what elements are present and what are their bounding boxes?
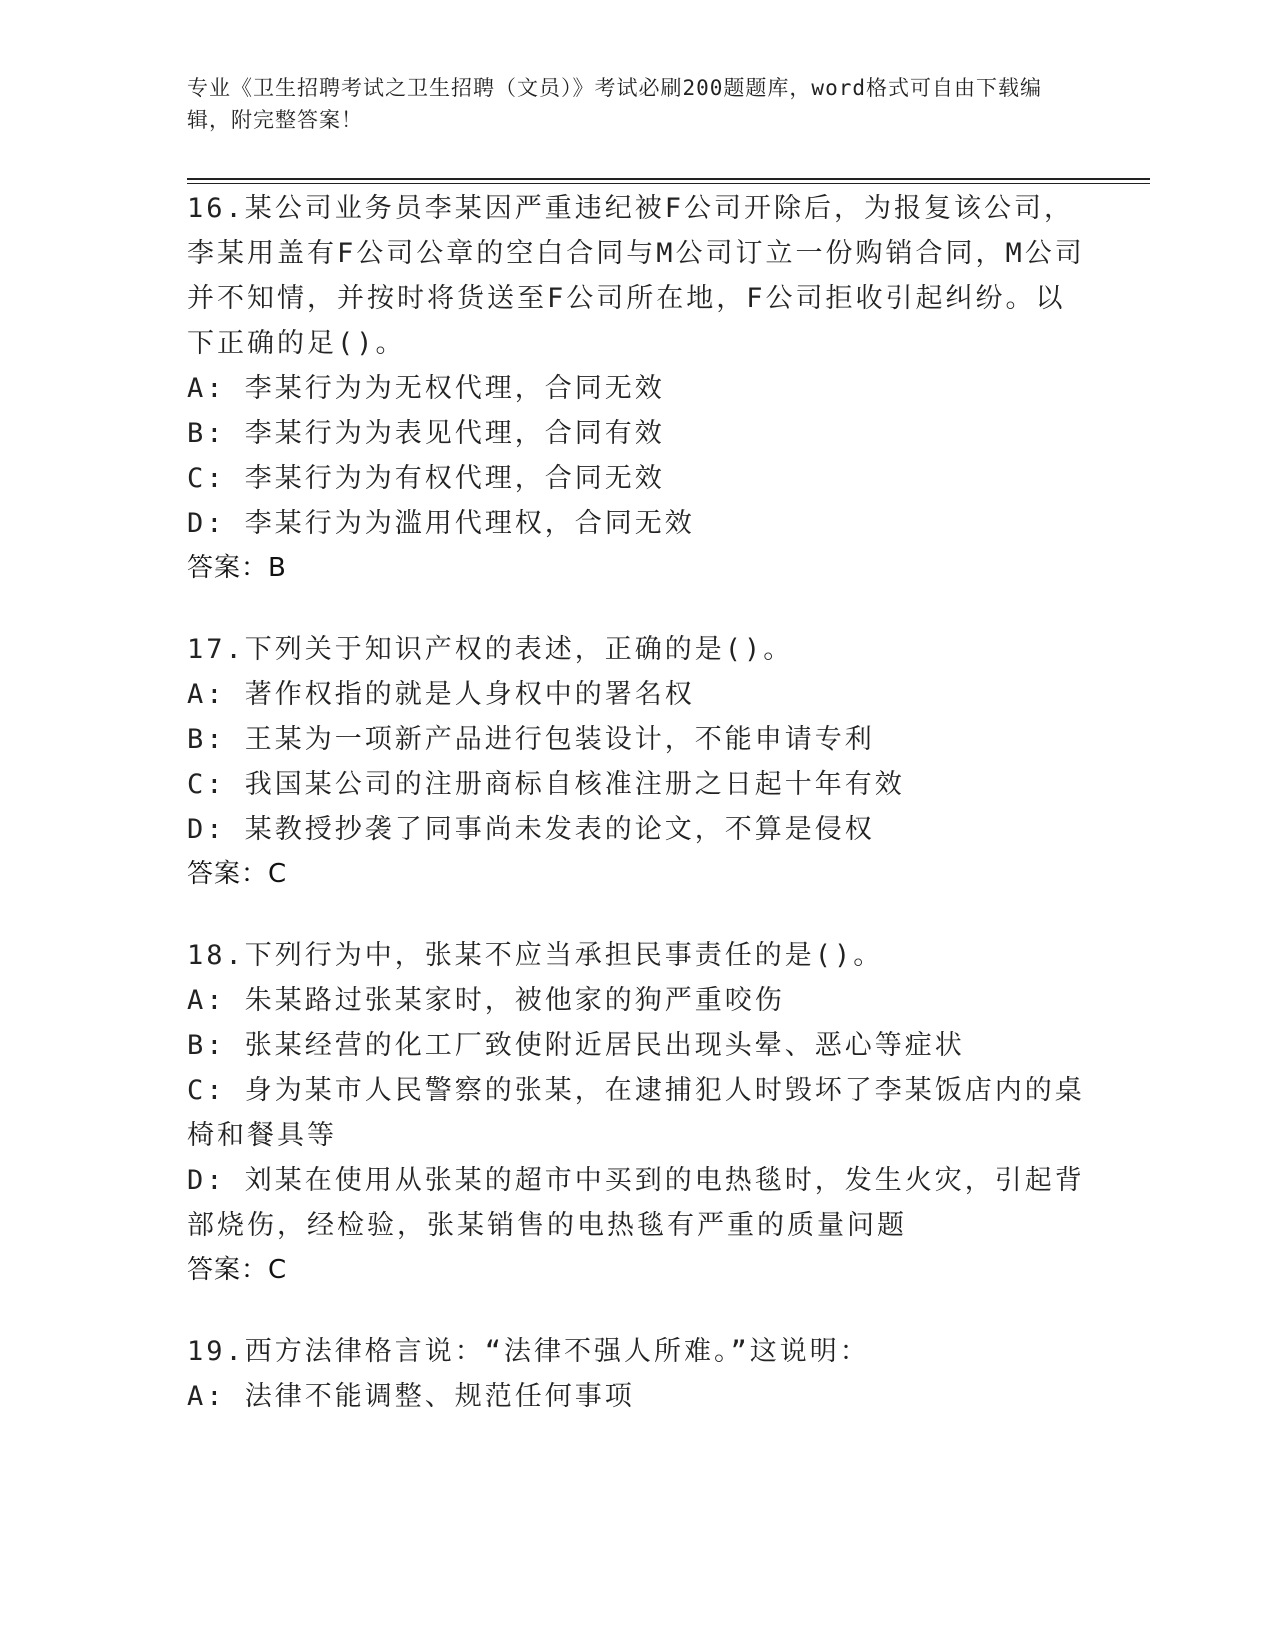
answer-label: 答案：B (187, 553, 287, 583)
question-16 (187, 186, 1087, 591)
question-19 (187, 1329, 1087, 1419)
option-a: A: 著作权指的就是人身权中的署名权 (187, 679, 695, 710)
option-c: C: 我国某公司的注册商标自核准注册之日起十年有效 (187, 769, 905, 800)
question-17 (187, 627, 1087, 897)
option-d: D: 某教授抄袭了同事尚未发表的论文，不算是侵权 (187, 814, 875, 845)
question-stem: 18.下列行为中，张某不应当承担民事责任的是()。 (187, 940, 884, 971)
option-d: D: 刘某在使用从张某的超市中买到的电热毯时，发生火灾，引起背部烧伤，经检验，张某销售的电热毯有严重的质量问题 (187, 1165, 1085, 1241)
option-b: B: 王某为一项新产品进行包装设计，不能申请专利 (187, 724, 875, 755)
header-divider-thin (187, 183, 1150, 184)
option-a: A: 朱某路过张某家时，被他家的狗严重咬伤 (187, 985, 785, 1016)
question-stem: 19.西方法律格言说：“法律不强人所难。”这说明： (187, 1336, 870, 1367)
option-c: C: 李某行为为有权代理，合同无效 (187, 463, 665, 494)
question-stem: 17.下列关于知识产权的表述，正确的是()。 (187, 634, 794, 665)
option-c: C: 身为某市人民警察的张某，在逮捕犯人时毁坏了李某饭店内的桌椅和餐具等 (187, 1075, 1085, 1151)
question-18 (187, 933, 1087, 1293)
question-stem: 16.某公司业务员李某因严重违纪被F公司开除后，为报复该公司，李某用盖有F公司公章的空白合同与M公司订立一份购销合同，M公司并不知情，并按时将货送至F公司所在地，F公司拒收引起纠纷。以下正确的足()。 (187, 193, 1085, 359)
page-header: 专业《卫生招聘考试之卫生招聘（文员）》考试必刷200题题库，word格式可自由下载编辑，附完整答案！ (187, 76, 1042, 132)
header-divider-thick (187, 178, 1150, 180)
option-a: A: 李某行为为无权代理，合同无效 (187, 373, 665, 404)
question-list (187, 186, 1087, 1455)
answer-label: 答案：C (187, 1255, 288, 1285)
answer-label: 答案：C (187, 859, 288, 889)
option-b: B: 张某经营的化工厂致使附近居民出现头晕、恶心等症状 (187, 1030, 965, 1061)
option-b: B: 李某行为为表见代理，合同有效 (187, 418, 665, 449)
option-a: A: 法律不能调整、规范任何事项 (187, 1381, 635, 1412)
option-d: D: 李某行为为滥用代理权，合同无效 (187, 508, 695, 539)
